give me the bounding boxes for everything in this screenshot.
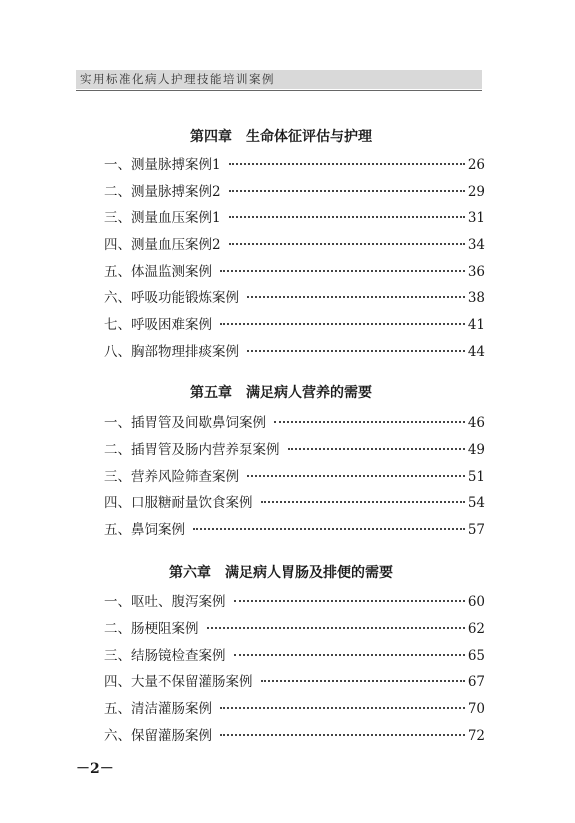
toc-entry[interactable] (104, 208, 485, 228)
dot-leader (261, 501, 465, 503)
toc-entry[interactable] (104, 592, 485, 612)
toc-entry[interactable] (104, 182, 485, 202)
toc-entry[interactable] (104, 493, 485, 513)
toc-entry[interactable] (104, 235, 485, 255)
toc-entry-page: 31 (467, 210, 485, 226)
toc-entry-page: 49 (467, 442, 485, 458)
toc-entry-label: 一、测量脉搏案例1 (104, 157, 221, 173)
toc-entry-page: 62 (467, 621, 485, 637)
toc-entry[interactable] (104, 726, 485, 746)
dot-leader (229, 163, 465, 165)
toc-entry-page: 65 (467, 648, 485, 664)
dot-leader (229, 216, 465, 218)
dot-leader (220, 270, 465, 272)
toc-entry[interactable] (104, 413, 485, 433)
dot-leader (247, 350, 465, 352)
toc-entry-label: 五、鼻饲案例 (104, 522, 185, 538)
toc-entry-page: 41 (467, 317, 485, 333)
toc-entry-label: 二、肠梗阻案例 (104, 621, 199, 637)
dot-leader (220, 323, 465, 325)
page-number: －2－ (76, 761, 114, 777)
toc-entry-page: 29 (467, 184, 485, 200)
toc-entry-page: 44 (467, 344, 485, 360)
toc-entry[interactable] (104, 646, 485, 666)
toc-entry[interactable] (104, 262, 485, 282)
dot-leader (220, 734, 465, 736)
toc-entry-page: 46 (467, 415, 485, 431)
toc-entry-label: 三、结肠镜检查案例 (104, 648, 226, 664)
toc-entry-page: 72 (467, 728, 485, 744)
toc-entry-label: 三、营养风险筛查案例 (104, 469, 239, 485)
toc-entry-page: 34 (467, 237, 485, 253)
toc-entry-label: 五、体温监测案例 (104, 264, 212, 280)
toc-entry-page: 38 (467, 290, 485, 306)
toc-entry-page: 60 (467, 594, 485, 610)
dot-leader (247, 296, 465, 298)
toc-entry-label: 六、呼吸功能锻炼案例 (104, 290, 239, 306)
toc-entry[interactable] (104, 440, 485, 460)
chapter-title: 第六章 满足病人胃肠及排便的需要 (169, 565, 393, 581)
dot-leader (247, 475, 465, 477)
toc-entry-label: 七、呼吸困难案例 (104, 317, 212, 333)
toc-entry-label: 四、口服糖耐量饮食案例 (104, 495, 253, 511)
toc-entry-page: 54 (467, 495, 485, 511)
toc-entry-page: 57 (467, 522, 485, 538)
toc-entry-label: 四、测量血压案例2 (104, 237, 221, 253)
toc-entry-label: 六、保留灌肠案例 (104, 728, 212, 744)
toc-entry[interactable] (104, 467, 485, 487)
dot-leader (274, 421, 465, 423)
toc-entry-label: 八、胸部物理排痰案例 (104, 344, 239, 360)
dot-leader (234, 654, 465, 656)
toc-entry-label: 二、插胃管及肠内营养泵案例 (104, 442, 280, 458)
toc-entry-page: 26 (467, 157, 485, 173)
dot-leader (234, 600, 465, 602)
toc-entry[interactable] (104, 672, 485, 692)
chapter-title: 第四章 生命体征评估与护理 (190, 129, 372, 145)
toc-entry[interactable] (104, 155, 485, 175)
toc-entry-label: 一、呕吐、腹泻案例 (104, 594, 226, 610)
dot-leader (220, 707, 465, 709)
dot-leader (229, 243, 465, 245)
chapter-title: 第五章 满足病人营养的需要 (190, 385, 372, 401)
toc-entry-page: 67 (467, 674, 485, 690)
toc-entry-label: 三、测量血压案例1 (104, 210, 221, 226)
toc-entry-label: 四、大量不保留灌肠案例 (104, 674, 253, 690)
toc-entry[interactable] (104, 619, 485, 639)
header-divider (76, 90, 482, 91)
toc-entry[interactable] (104, 699, 485, 719)
toc-entry[interactable] (104, 520, 485, 540)
toc-entry-page: 70 (467, 701, 485, 717)
toc-entry[interactable] (104, 288, 485, 308)
toc-entry-label: 一、插胃管及间歇鼻饲案例 (104, 415, 266, 431)
dot-leader (288, 448, 465, 450)
toc-entry-label: 五、清洁灌肠案例 (104, 701, 212, 717)
toc-entry[interactable] (104, 342, 485, 362)
dot-leader (229, 190, 465, 192)
toc-entry-page: 36 (467, 264, 485, 280)
toc-entry-label: 二、测量脉搏案例2 (104, 184, 221, 200)
toc-entry[interactable] (104, 315, 485, 335)
dot-leader (261, 680, 465, 682)
running-header-title: 实用标准化病人护理技能培训案例 (80, 72, 275, 86)
toc-entry-page: 51 (467, 469, 485, 485)
dot-leader (193, 528, 465, 530)
dot-leader (207, 627, 465, 629)
